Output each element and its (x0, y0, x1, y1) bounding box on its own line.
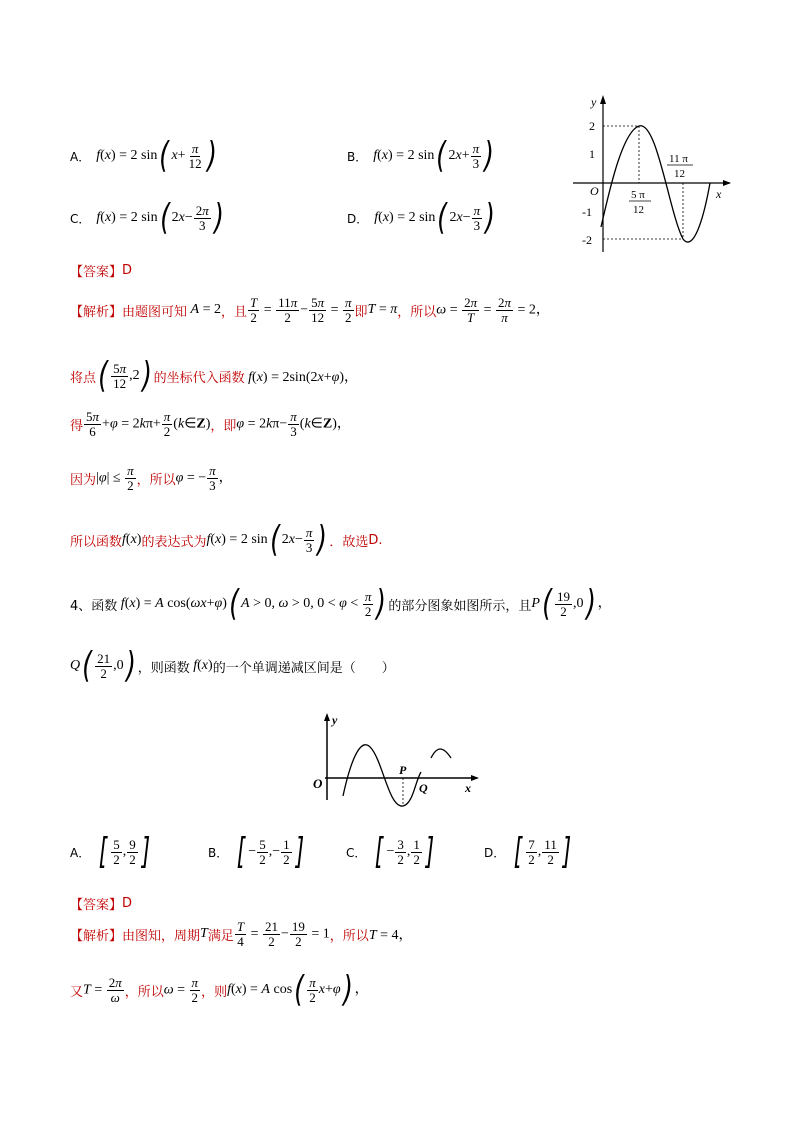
q3-analysis-line1 (70, 296, 550, 324)
q3-omega-value: ω = $\frac{2\pi}{T}$ = $\frac{2\pi}{\pi}$ = 2， (436, 295, 550, 325)
q3-y-tick-2: 2 (589, 119, 595, 133)
q3-x-arrow (723, 180, 731, 186)
q3-x-tick-1-num: 5 π (631, 189, 645, 201)
q4-number: 4、 (70, 598, 92, 614)
q3-final-formula: f(x) = 2 sin( 2x− $\frac{\pi}{3}$ ) (206, 519, 328, 560)
q4-option-a[interactable] (70, 831, 153, 872)
q4-option-d[interactable] (484, 831, 574, 872)
q3-x-tick-1-den: 12 (633, 204, 644, 216)
q3-sub-point-1: 将点 (70, 370, 97, 386)
q4-then: ，则 (201, 984, 228, 1000)
q4-analysis-line2 (70, 969, 369, 1010)
q4-T-formula: T = $\frac{2\pi}{\omega}$ (83, 974, 122, 1005)
option-d-label: D． (347, 211, 369, 226)
q4-cosine-curve-fragment (431, 749, 451, 758)
q4-stem-3: ，则函数 (137, 660, 190, 676)
q4-option-c-interval: [ − $\frac{3}{2}$ , $\frac{1}{2}$ ] (375, 831, 435, 872)
q3-point: ( $\frac{5\pi}{12}$ ,2) (98, 355, 152, 396)
q4-option-d-interval: [ $\frac{7}{2}$ , $\frac{11}{2}$ ] (514, 831, 572, 872)
q4-analysis-2: 满足 (207, 928, 234, 944)
q4-option-b-interval: [ − $\frac{5}{2}$ ,− $\frac{1}{2}$ ] (237, 831, 304, 872)
q3-eq2: φ = 2kπ− $\frac{\pi}{3}$ (k∈Z)， (236, 409, 351, 439)
q4-point-Q: Q( $\frac{21}{2}$ ,0) (70, 645, 136, 686)
q4-again: 又 (70, 984, 84, 1000)
q3-analysis-line5 (70, 519, 383, 560)
q3-analysis-line3 (70, 410, 351, 438)
q3-x-label: x (716, 187, 722, 201)
q3-answer-tag: 【答案】 (70, 265, 123, 280)
q3-and: ，且 (221, 304, 248, 320)
option-d-formula: f(x) = 2 sin( 2x− $\frac{\pi}{3}$ ) (374, 197, 496, 238)
q3-then-T: 即 (354, 304, 368, 320)
q4-option-a-label: A． (70, 845, 91, 860)
q3-y-arrow (600, 95, 606, 104)
q4-omega-value: ω = $\frac{\pi}{2}$ (163, 974, 199, 1005)
q4-stem-1: 函数 (91, 598, 118, 614)
q3-half-period: $\frac{T}{2}$ = $\frac{11\pi}{2}$ − $\frac{5\pi}{12}$ = $\frac{\pi}{2}$ (250, 295, 352, 325)
q3-y-tick-1: 1 (589, 147, 595, 161)
q4-answer-tag: 【答案】 (70, 898, 123, 913)
q4-option-c-label: C． (346, 845, 367, 860)
q4-function: f(x) = A cos(ωx+φ) (117, 596, 227, 611)
q3-so-omega: ，所以 (397, 304, 437, 320)
q4-option-b-label: B． (208, 845, 229, 860)
option-d[interactable] (347, 197, 497, 238)
q4-y-label: y (332, 713, 338, 727)
q3-conclude-2: 的表达式为 (141, 534, 207, 550)
q4-analysis-tag: 【解析】 (70, 928, 123, 944)
q3-answer-value: D (122, 263, 133, 278)
option-c-formula: f(x) = 2 sin( 2x− $\frac{2\pi}{3}$ ) (96, 197, 224, 238)
q4-quarter-period: $\frac{T}{4}$ = $\frac{21}{2}$ − $\frac{19}{2}$ = 1 (236, 919, 330, 949)
option-b-formula: f(x) = 2 sin( 2x+ $\frac{\pi}{3}$ ) (373, 135, 495, 176)
q4-analysis-1: 由图知，周期 (122, 928, 201, 944)
q4-conditions: ( A > 0, ω > 0, 0 < φ < $\frac{\pi}{2}$ ) (229, 583, 387, 624)
q3-amplitude: A = 2 (187, 302, 221, 318)
q4-y-arrow (324, 713, 330, 721)
q3-fx: f(x) (122, 532, 142, 547)
q4-point-P: P( $\frac{19}{2}$ ,0) ， (531, 583, 612, 624)
q3-sub-point-2: 的坐标代入函数 (153, 370, 245, 386)
q3-conclude-1: 所以函数 (70, 534, 123, 550)
q4-option-a-interval: [ $\frac{5}{2}$ , $\frac{9}{2}$ ] (99, 831, 151, 872)
q4-Q-label: Q (419, 781, 428, 795)
q4-T: T (200, 926, 208, 942)
q4-cosine-curve (343, 745, 421, 806)
option-b[interactable] (347, 135, 496, 176)
q3-so-phi: ，所以 (136, 472, 176, 488)
q3-sine-graph (565, 92, 735, 257)
q3-phi-value: φ = − $\frac{\pi}{3}$ ， (175, 463, 233, 493)
option-c-label: C． (70, 211, 91, 226)
q3-x-tick-2-num: 11 π (669, 153, 688, 165)
q4-stem-line1 (70, 583, 612, 624)
q3-x-tick-2-den: 12 (674, 168, 685, 180)
option-b-label: B． (347, 149, 368, 164)
q4-x-arrow (471, 775, 479, 781)
q3-y-tick-minus1: -1 (582, 205, 592, 219)
q4-option-c[interactable] (346, 831, 437, 872)
q3-conclude-choice: D. (368, 532, 383, 548)
q3-T-value: T = π (367, 302, 398, 318)
q3-analysis-line2 (70, 355, 359, 396)
q3-get: 得 (70, 418, 84, 434)
q4-analysis-line1 (70, 920, 413, 948)
q3-answer (70, 261, 132, 280)
q4-P-label: P (399, 763, 407, 777)
q4-answer (70, 894, 132, 913)
q3-because: 因为 (70, 472, 97, 488)
q4-fx: f(x) (189, 658, 213, 673)
q3-conclude-3: ．故选 (329, 534, 369, 550)
q4-stem-4: 的一个单调递减区间是（ ） (212, 660, 395, 676)
q4-so-omega: ，所以 (124, 984, 164, 1000)
q3-origin-label: O (590, 184, 599, 198)
q4-origin-label: O (313, 776, 323, 791)
q3-eq1: $\frac{5\pi}{6}$ +φ = 2kπ+ $\frac{\pi}{2}$ (k∈Z) (86, 409, 211, 439)
q4-stem-line2 (70, 645, 395, 686)
option-a-formula: f(x) = 2 sin( x+ $\frac{\pi}{12}$ ) (96, 135, 217, 176)
q3-ie: ，即 (210, 418, 237, 434)
q3-analysis-tag: 【解析】 (70, 304, 123, 320)
option-a[interactable] (70, 135, 219, 176)
q3-phi-bound: |φ| ≤ $\frac{\pi}{2}$ (96, 463, 134, 493)
q3-analysis-line4 (70, 464, 233, 492)
q3-sine-curve (601, 126, 710, 242)
q4-stem-2: 的部分图象如图所示，且 (388, 598, 532, 614)
q3-analysis-intro: 由题图可知 (122, 304, 188, 320)
q3-y-tick-minus2: -2 (582, 233, 592, 247)
q4-option-b[interactable] (208, 831, 307, 872)
option-c[interactable] (70, 197, 226, 238)
q3-y-label: y (591, 95, 597, 109)
q4-cosine-graph (305, 710, 485, 815)
q4-analysis-3: ，所以 (329, 928, 369, 944)
q4-option-d-label: D． (484, 845, 506, 860)
q4-x-label: x (465, 781, 471, 795)
q4-answer-value: D (122, 896, 133, 911)
q3-func: f(x) = 2sin(2x+φ)， (244, 370, 359, 385)
option-a-label: A． (70, 149, 91, 164)
q4-new-func: f(x) = A cos( $\frac{\pi}{2}$ x+φ) ， (227, 969, 369, 1010)
q4-T-value: T = 4， (368, 928, 413, 944)
